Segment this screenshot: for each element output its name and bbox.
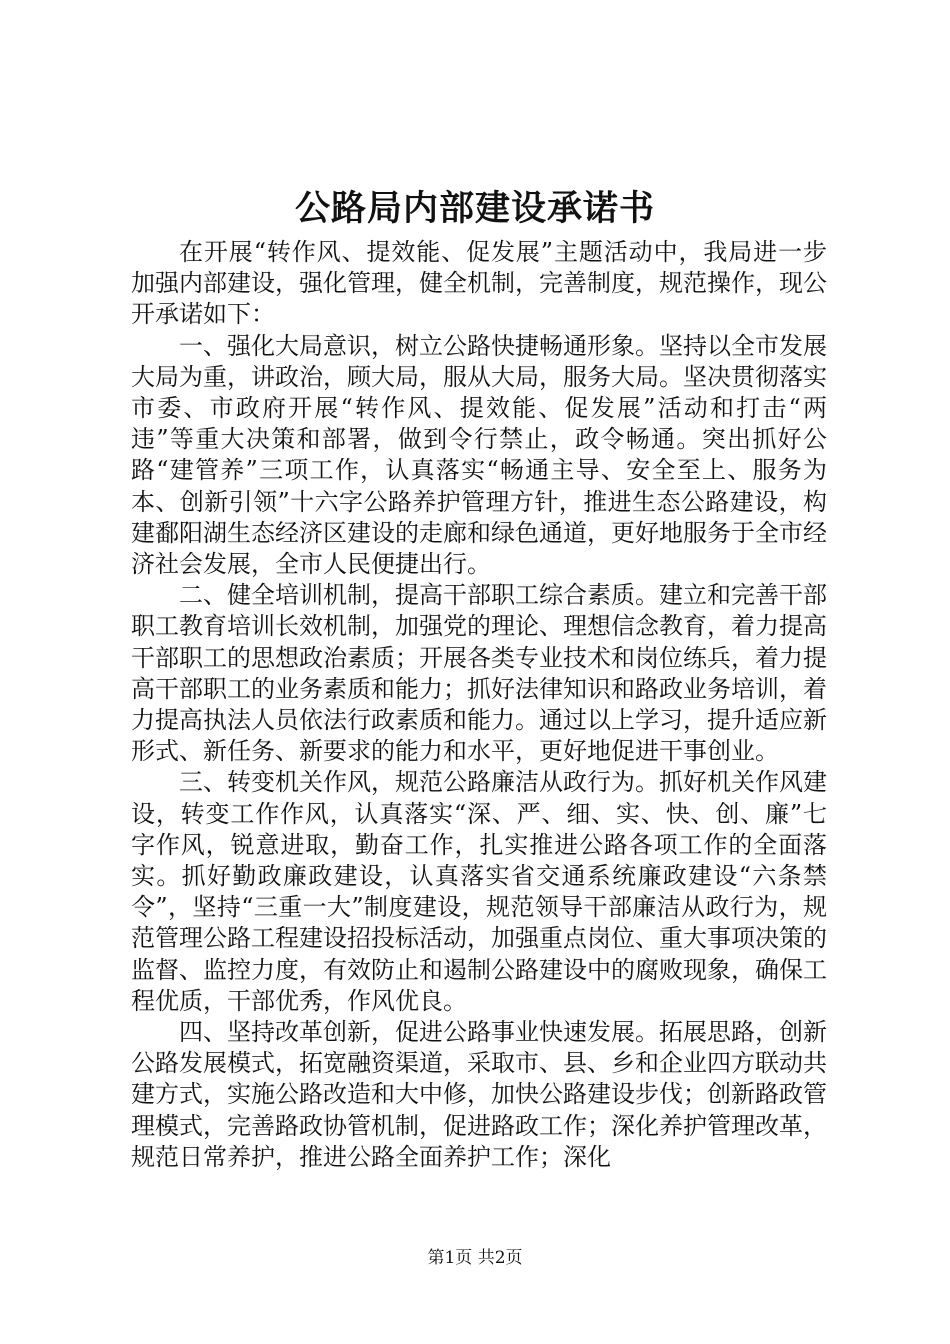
page-number-footer: 第1页 共2页	[427, 1248, 523, 1268]
commitment-paragraph-1: 一、强化大局意识，树立公路快捷畅通形象。坚持以全市发展大局为重，讲政治，顾大局，服从大局，服务大局。坚决贯彻落实市委、市政府开展“转作风、提效能、促发展”活动和打击“两违”等重大决策和部署，做到令行禁止，政令畅通。突出抓好公路“建管养”三项工作，认真落实“畅通主导、安全至上、服务为本、创新引领”十六字公路养护管理方针，推进生态公路建设，构建鄱阳湖生态经济区建设的走廊和绿色通道，更好地服务于全市经济社会发展，全市人民便捷出行。	[131, 331, 827, 579]
commitment-paragraph-4: 四、坚持改革创新，促进公路事业快速发展。拓展思路，创新公路发展模式，拓宽融资渠道，采取市、县、乡和企业四方联动共建方式，实施公路改造和大中修，加快公路建设步伐；创新路政管理模式，完善路政协管机制，促进路政工作；深化养护管理改革，规范日常养护，推进公路全面养护工作；深化	[131, 1018, 827, 1171]
document-body	[131, 237, 827, 1173]
commitment-paragraph-2: 二、健全培训机制，提高干部职工综合素质。建立和完善干部职工教育培训长效机制，加强党的理论、理想信念教育，着力提高干部职工的思想政治素质；开展各类专业技术和岗位练兵，着力提高干部职工的业务素质和能力；抓好法律知识和路政业务培训，着力提高执法人员依法行政素质和能力。通过以上学习，提升适应新形式、新任务、新要求的能力和水平，更好地促进干事创业。	[131, 581, 827, 766]
commitment-paragraph-3: 三、转变机关作风，规范公路廉洁从政行为。抓好机关作风建设，转变工作作风，认真落实“深、严、细、实、快、创、廉”七字作风，锐意进取，勤奋工作，扎实推进公路各项工作的全面落实。抓好勤政廉政建设，认真落实省交通系统廉政建设“六条禁令”，坚持“三重一大”制度建设，规范领导干部廉洁从政行为，规范管理公路工程建设招投标活动，加强重点岗位、重大事项决策的监督、监控力度，有效防止和遏制公路建设中的腐败现象，确保工程优质，干部优秀，作风优良。	[131, 768, 827, 1015]
intro-paragraph: 在开展“转作风、提效能、促发展”主题活动中，我局进一步加强内部建设，强化管理，健全机制，完善制度，规范操作，现公开承诺如下：	[131, 238, 827, 329]
document-title: 公路局内部建设承诺书	[294, 188, 655, 229]
